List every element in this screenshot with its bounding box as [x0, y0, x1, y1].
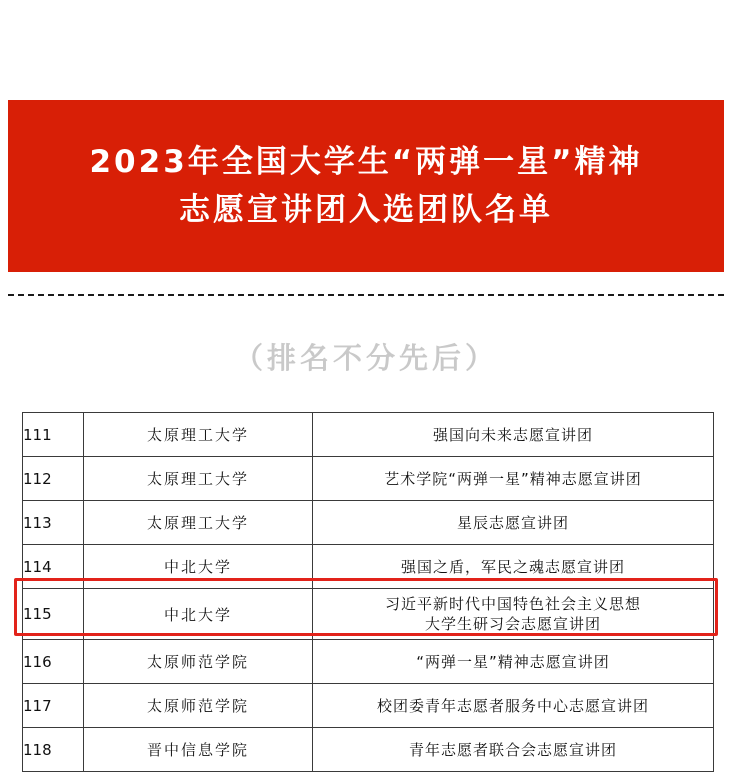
banner-title-line-2: 志愿宣讲团入选团队名单: [179, 192, 553, 228]
row-index: 117: [23, 684, 84, 728]
table-row: [23, 545, 714, 589]
table-row: [23, 457, 714, 501]
table-row: [23, 413, 714, 457]
team-list-table-wrapper: [22, 412, 710, 772]
table-row: [23, 728, 714, 772]
row-school: 太原理工大学: [84, 457, 313, 501]
row-school: 太原理工大学: [84, 413, 313, 457]
row-team: 强国向未来志愿宣讲团: [313, 413, 714, 457]
row-team: 星辰志愿宣讲团: [313, 501, 714, 545]
table-row: [23, 640, 714, 684]
banner-title-line-1: 2023年全国大学生“两弹一星”精神: [89, 143, 643, 180]
row-school: 太原师范学院: [84, 684, 313, 728]
table-row-highlighted: [23, 589, 714, 640]
row-index: 113: [23, 501, 84, 545]
row-index: 115: [23, 589, 84, 640]
team-list-table: [22, 412, 714, 772]
row-school: 太原师范学院: [84, 640, 313, 684]
row-team: 艺术学院“两弹一星”精神志愿宣讲团: [313, 457, 714, 501]
row-school: 晋中信息学院: [84, 728, 313, 772]
row-team: 强国之盾，军民之魂志愿宣讲团: [313, 545, 714, 589]
row-team: 青年志愿者联合会志愿宣讲团: [313, 728, 714, 772]
row-team: “两弹一星”精神志愿宣讲团: [313, 640, 714, 684]
row-index: 118: [23, 728, 84, 772]
title-banner: [8, 100, 724, 272]
row-team: 校团委青年志愿者服务中心志愿宣讲团: [313, 684, 714, 728]
row-team: 习近平新时代中国特色社会主义思想 大学生研习会志愿宣讲团: [313, 589, 714, 640]
table-row: [23, 501, 714, 545]
row-school: 中北大学: [84, 545, 313, 589]
row-index: 116: [23, 640, 84, 684]
ordering-note: （排名不分先后）: [233, 341, 498, 375]
table-row: [23, 684, 714, 728]
row-school: 太原理工大学: [84, 501, 313, 545]
row-school: 中北大学: [84, 589, 313, 640]
row-index: 114: [23, 545, 84, 589]
dashed-divider: [8, 294, 724, 296]
row-index: 112: [23, 457, 84, 501]
row-index: 111: [23, 413, 84, 457]
